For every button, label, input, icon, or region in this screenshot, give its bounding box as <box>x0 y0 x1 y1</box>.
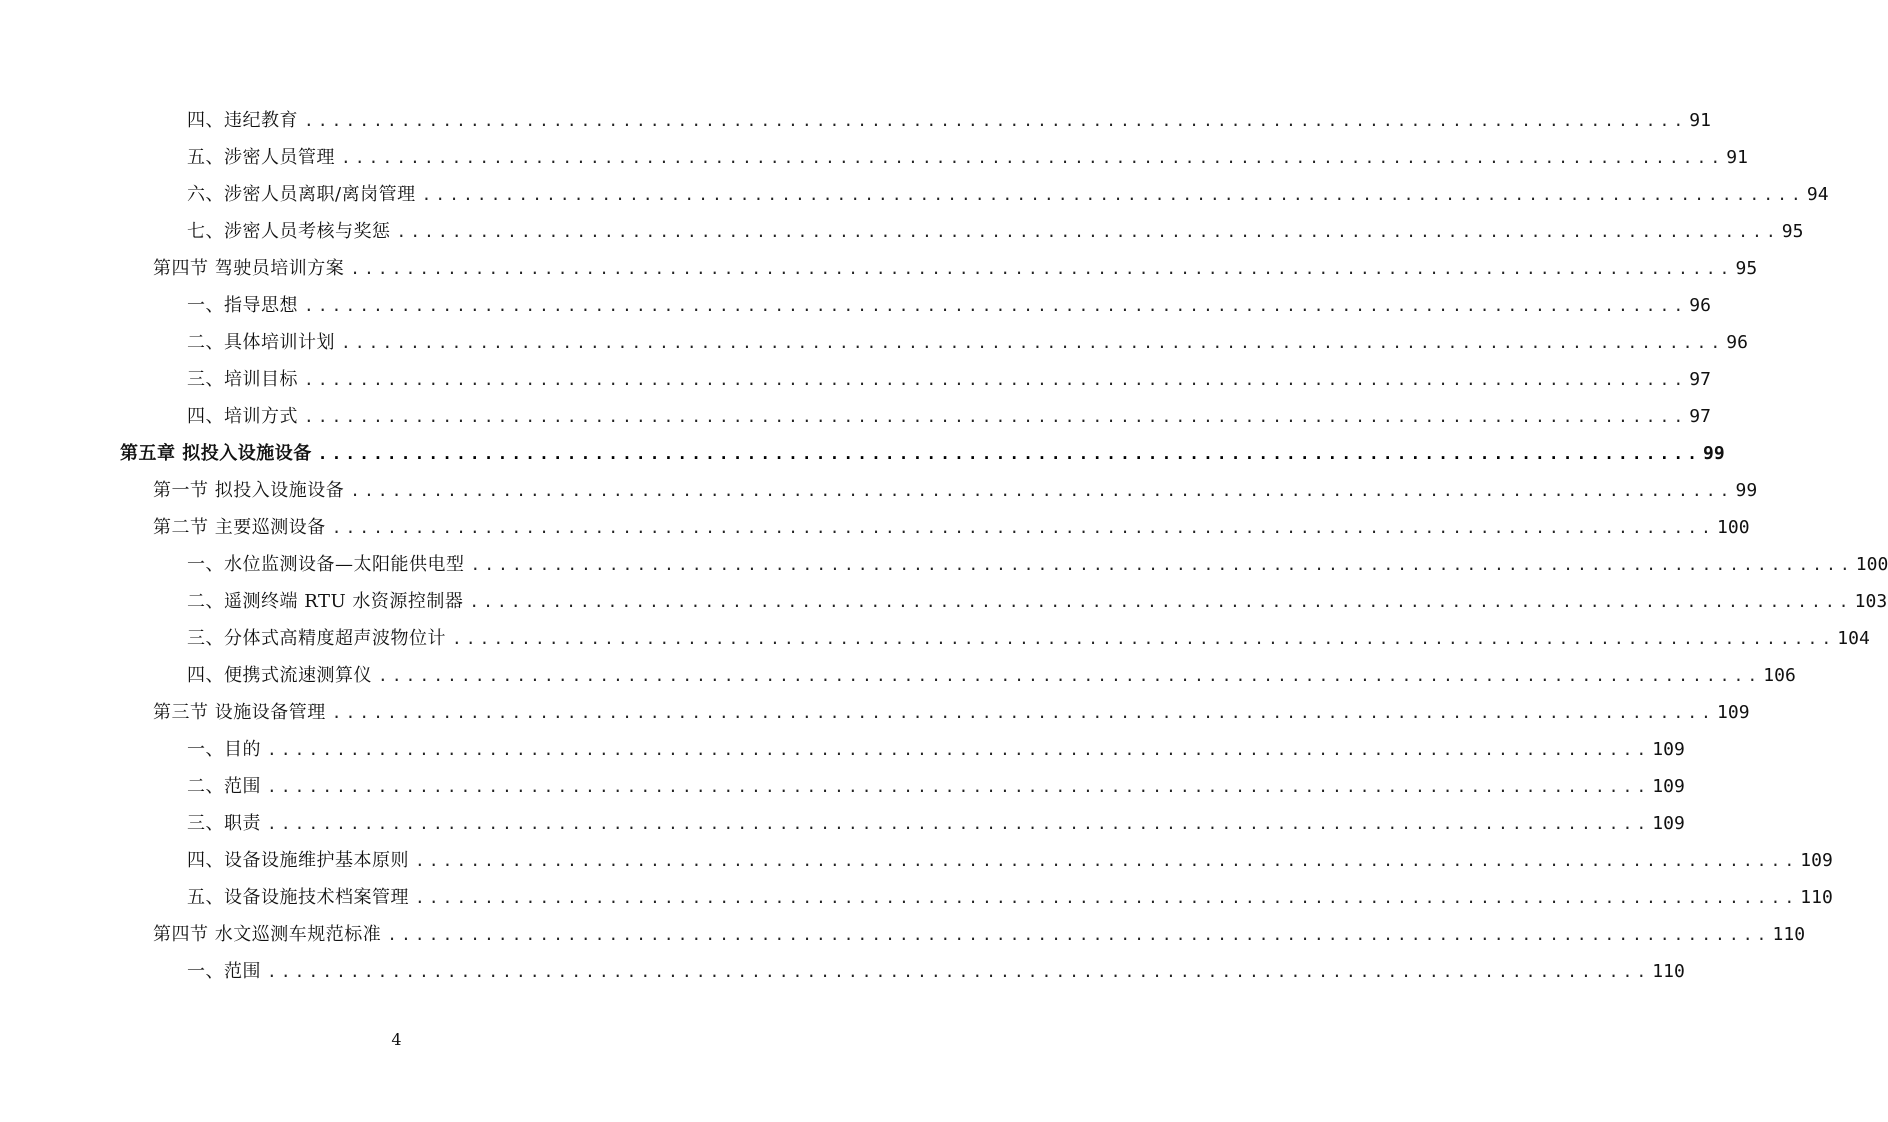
toc-entry-title: 六、涉密人员离职/离岗管理 <box>187 184 416 205</box>
toc-entry-page: 91 <box>1689 110 1711 131</box>
toc-entry-page: 109 <box>1652 739 1685 760</box>
toc-entry[interactable] <box>187 287 1711 324</box>
toc-entry-title: 一、范围 <box>187 961 261 982</box>
toc-entry-title: 一、指导思想 <box>187 295 298 316</box>
toc-entry[interactable] <box>187 620 1870 657</box>
toc-entry-title: 一、水位监测设备—太阳能供电型 <box>187 554 465 575</box>
toc-entry[interactable] <box>187 398 1711 435</box>
toc-entry[interactable] <box>153 916 1806 953</box>
toc-entry-title: 四、设备设施维护基本原则 <box>187 850 409 871</box>
toc-leader-dots: .................................................................................................... <box>470 555 1854 574</box>
toc-leader-dots: .................................................................................................... <box>304 407 1688 426</box>
toc-entry[interactable] <box>187 361 1711 398</box>
toc-leader-dots: .................................................................................................... <box>350 259 1734 278</box>
toc-entry-page: 94 <box>1806 184 1829 205</box>
toc-entry-title: 第五章 拟投入设施设备 <box>120 443 312 464</box>
toc-entry[interactable] <box>153 472 1758 509</box>
toc-entry-page: 99 <box>1703 443 1725 464</box>
toc-leader-dots: .................................................................................................... <box>387 925 1771 944</box>
toc-entry-page: 109 <box>1652 776 1685 797</box>
toc-entry[interactable] <box>187 139 1748 176</box>
toc-entry[interactable] <box>187 953 1685 990</box>
toc-entry-title: 五、涉密人员管理 <box>187 147 335 168</box>
toc-leader-dots: .................................................................................................... <box>378 666 1762 685</box>
toc-entry-title: 四、培训方式 <box>187 406 298 427</box>
toc-entry[interactable] <box>187 102 1711 139</box>
toc-entry-page: 97 <box>1689 406 1711 427</box>
toc-entry-page: 109 <box>1652 813 1685 834</box>
toc-entry-title: 第二节 主要巡测设备 <box>153 517 326 538</box>
toc-entry-page: 110 <box>1800 887 1833 908</box>
toc-leader-dots: .................................................................................................... <box>267 740 1651 759</box>
toc-entry-page: 95 <box>1735 258 1758 279</box>
toc-entry-page: 110 <box>1772 924 1806 945</box>
toc-entry-title: 四、便携式流速测算仪 <box>187 665 372 686</box>
page-number: 4 <box>391 1030 402 1049</box>
toc-entry-page: 95 <box>1781 221 1804 242</box>
toc-entry-page: 100 <box>1717 517 1750 538</box>
toc-entry-page: 99 <box>1735 480 1758 501</box>
toc-entry-chapter[interactable] <box>120 435 1725 472</box>
toc-entry[interactable] <box>153 250 1758 287</box>
toc-entry-title: 三、分体式高精度超声波物位计 <box>187 628 446 649</box>
toc-leader-dots: .................................................................................................... <box>341 148 1725 167</box>
toc-entry-title: 二、范围 <box>187 776 261 797</box>
toc-entry[interactable] <box>187 842 1833 879</box>
toc-entry-title: 一、目的 <box>187 739 261 760</box>
toc-leader-dots: .................................................................................................... <box>421 185 1805 204</box>
toc-entry[interactable] <box>187 768 1685 805</box>
toc-entry[interactable] <box>187 879 1833 916</box>
toc-entry[interactable] <box>153 694 1750 731</box>
toc-leader-dots: .................................................................................................... <box>331 518 1716 537</box>
toc-entry-title: 七、涉密人员考核与奖惩 <box>187 221 391 242</box>
toc-entry[interactable] <box>187 805 1685 842</box>
toc-entry-title: 第一节 拟投入设施设备 <box>153 480 345 501</box>
toc-entry-page: 97 <box>1689 369 1711 390</box>
toc-leader-dots: .................................................................................................... <box>350 481 1734 500</box>
toc-leader-dots: .................................................................................................... <box>267 962 1651 981</box>
toc-entry-page: 96 <box>1689 295 1711 316</box>
toc-leader-dots: .................................................................................................... <box>267 814 1651 833</box>
toc-entry-title: 第四节 驾驶员培训方案 <box>153 258 345 279</box>
toc-entry-title: 三、培训目标 <box>187 369 298 390</box>
toc-leader-dots: .................................................................................................... <box>267 777 1651 796</box>
toc-leader-dots: .................................................................................................... <box>452 629 1836 648</box>
toc-entry-page: 96 <box>1726 332 1748 353</box>
toc-leader-dots: .................................................................................................... <box>304 111 1688 130</box>
toc-entry[interactable] <box>187 583 1888 620</box>
toc-entry-title: 第三节 设施设备管理 <box>153 702 326 723</box>
toc-entry-title: 二、遥测终端 RTU 水资源控制器 <box>187 591 464 612</box>
toc-entry[interactable] <box>187 176 1829 213</box>
toc-entry-title: 三、职责 <box>187 813 261 834</box>
toc-entry[interactable] <box>187 731 1685 768</box>
toc-leader-dots: .................................................................................................... <box>415 851 1799 870</box>
toc-leader-dots: .................................................................................................... <box>304 296 1688 315</box>
toc-entry-page: 100 <box>1855 554 1888 575</box>
toc-leader-dots: .................................................................................................... <box>331 703 1716 722</box>
toc-entry[interactable] <box>187 657 1796 694</box>
toc-entry-title: 第四节 水文巡测车规范标准 <box>153 924 382 945</box>
toc-entry-title: 四、违纪教育 <box>187 110 298 131</box>
toc-entry-page: 104 <box>1837 628 1870 649</box>
toc-entry[interactable] <box>187 546 1888 583</box>
toc-entry-page: 103 <box>1854 591 1888 612</box>
toc-entry-title: 五、设备设施技术档案管理 <box>187 887 409 908</box>
toc-leader-dots: .................................................................................................... <box>317 444 1702 463</box>
toc-entry-page: 109 <box>1800 850 1833 871</box>
toc-leader-dots: .................................................................................................... <box>415 888 1799 907</box>
toc-entry[interactable] <box>187 324 1748 361</box>
toc-leader-dots: .................................................................................................... <box>304 370 1688 389</box>
toc-leader-dots: .................................................................................................... <box>341 333 1725 352</box>
toc-entry[interactable] <box>153 509 1750 546</box>
toc-entry-page: 91 <box>1726 147 1748 168</box>
toc-leader-dots: .................................................................................................... <box>469 592 1853 611</box>
toc-entry[interactable] <box>187 213 1804 250</box>
toc-leader-dots: .................................................................................................... <box>396 222 1780 241</box>
toc-entry-page: 109 <box>1717 702 1750 723</box>
toc-entry-title: 二、具体培训计划 <box>187 332 335 353</box>
toc-entry-page: 106 <box>1763 665 1796 686</box>
toc-entry-page: 110 <box>1652 961 1685 982</box>
